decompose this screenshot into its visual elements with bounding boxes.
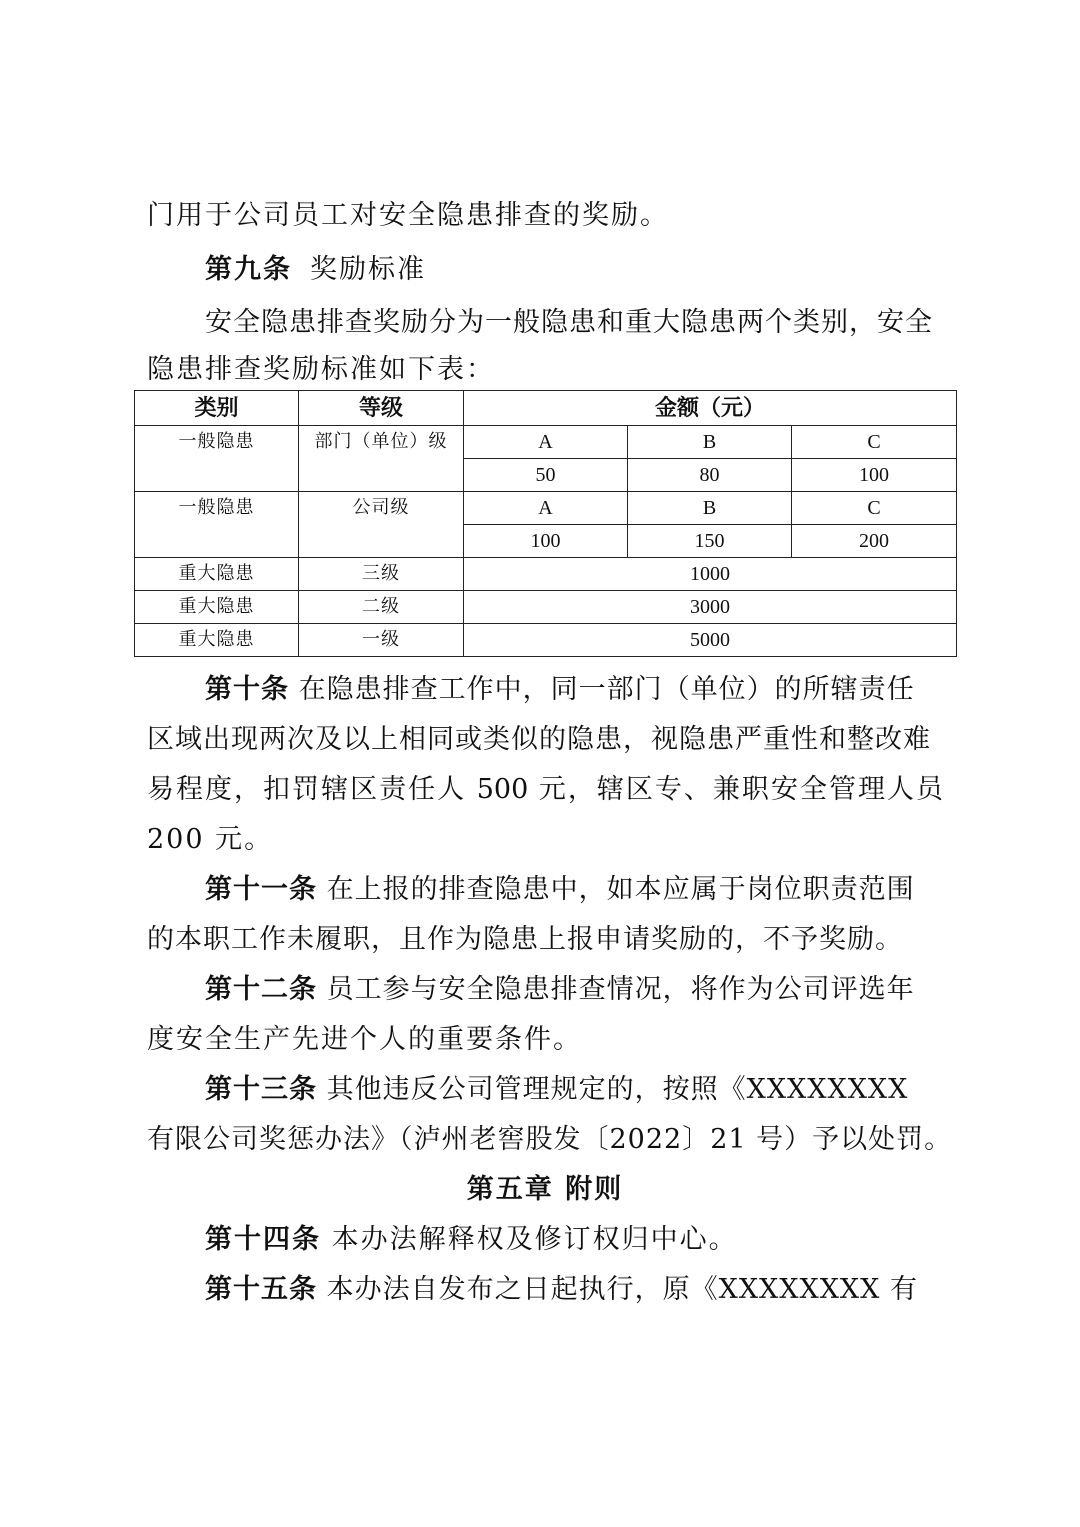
article-13 bbox=[205, 1070, 943, 1110]
level-cell: 部门（单位）级 bbox=[299, 426, 464, 492]
level-cell: 三级 bbox=[299, 558, 464, 591]
paragraph-line: 的本职工作未履职，且作为隐患上报申请奖励的，不予奖励。 bbox=[147, 924, 903, 955]
header-level: 等级 bbox=[299, 391, 464, 426]
article-text: 本办法自发布之日起执行，原《XXXXXXXX 有 bbox=[326, 1274, 918, 1305]
article-number: 第十三条 bbox=[205, 1074, 317, 1105]
article-text: 其他违反公司管理规定的，按照《XXXXXXXX bbox=[326, 1074, 909, 1105]
paragraph-line: 安全隐患排查奖励分为一般隐患和重大隐患两个类别，安全 bbox=[205, 307, 933, 338]
amount-cell: 3000 bbox=[464, 591, 957, 624]
category-cell: 重大隐患 bbox=[135, 591, 299, 624]
grade-cell: B bbox=[628, 426, 792, 459]
paragraph-line: 门用于公司员工对安全隐患排查的奖励。 bbox=[147, 200, 669, 231]
paragraph-line: 易程度，扣罚辖区责任人 500 元，辖区专、兼职安全管理人员 bbox=[147, 774, 943, 805]
grade-cell: A bbox=[464, 492, 628, 525]
article-text: 本办法解释权及修订权归中心。 bbox=[331, 1224, 738, 1255]
table-row bbox=[135, 591, 957, 624]
amount-cell: 5000 bbox=[464, 624, 957, 657]
table-header-row bbox=[135, 391, 957, 426]
article-text: 员工参与安全隐患排查情况，将作为公司评选年 bbox=[326, 974, 915, 1005]
amount-cell: 150 bbox=[628, 525, 792, 558]
article-number: 第十四条 bbox=[205, 1224, 321, 1255]
chapter-title: 第五章 附则 bbox=[466, 1174, 624, 1205]
paragraph-line: 隐患排查奖励标准如下表： bbox=[147, 354, 495, 385]
article-name: 奖励标准 bbox=[310, 254, 426, 285]
paragraph-line: 有限公司奖惩办法》（泸州老窖股发〔2022〕21 号）予以处罚。 bbox=[147, 1124, 953, 1155]
amount-cell: 1000 bbox=[464, 558, 957, 591]
article-14 bbox=[205, 1220, 943, 1260]
table-row bbox=[135, 426, 957, 459]
amount-cell: 200 bbox=[792, 525, 957, 558]
grade-cell: C bbox=[792, 492, 957, 525]
category-cell: 一般隐患 bbox=[135, 492, 299, 558]
category-cell: 重大隐患 bbox=[135, 558, 299, 591]
article-number: 第十五条 bbox=[205, 1274, 317, 1305]
amount-cell: 50 bbox=[464, 459, 628, 492]
article-text: 在上报的排查隐患中，如本应属于岗位职责范围 bbox=[326, 874, 915, 905]
category-cell: 一般隐患 bbox=[135, 426, 299, 492]
paragraph-line: 区域出现两次及以上相同或类似的隐患，视隐患严重性和整改难 bbox=[147, 724, 931, 755]
article-number: 第十一条 bbox=[205, 874, 317, 905]
article-number: 第九条 bbox=[205, 254, 292, 285]
header-amount: 金额（元） bbox=[464, 391, 957, 426]
article-number: 第十条 bbox=[205, 674, 289, 705]
grade-cell: A bbox=[464, 426, 628, 459]
paragraph-line: 度安全生产先进个人的重要条件。 bbox=[147, 1024, 582, 1055]
article-15 bbox=[205, 1270, 943, 1310]
level-cell: 二级 bbox=[299, 591, 464, 624]
table-row bbox=[135, 492, 957, 525]
article-10 bbox=[205, 670, 943, 710]
level-cell: 一级 bbox=[299, 624, 464, 657]
header-category: 类别 bbox=[135, 391, 299, 426]
grade-cell: B bbox=[628, 492, 792, 525]
article-11 bbox=[205, 870, 943, 910]
grade-cell: C bbox=[792, 426, 957, 459]
table-row bbox=[135, 558, 957, 591]
article-number: 第十二条 bbox=[205, 974, 317, 1005]
amount-cell: 100 bbox=[464, 525, 628, 558]
article-9-heading bbox=[205, 250, 943, 290]
article-text: 在隐患排查工作中，同一部门（单位）的所辖责任 bbox=[298, 674, 915, 705]
table-row bbox=[135, 624, 957, 657]
amount-cell: 100 bbox=[792, 459, 957, 492]
amount-cell: 80 bbox=[628, 459, 792, 492]
paragraph-line: 200 元。 bbox=[147, 824, 274, 855]
article-12 bbox=[205, 970, 943, 1010]
category-cell: 重大隐患 bbox=[135, 624, 299, 657]
level-cell: 公司级 bbox=[299, 492, 464, 558]
reward-standard-table bbox=[134, 390, 957, 657]
